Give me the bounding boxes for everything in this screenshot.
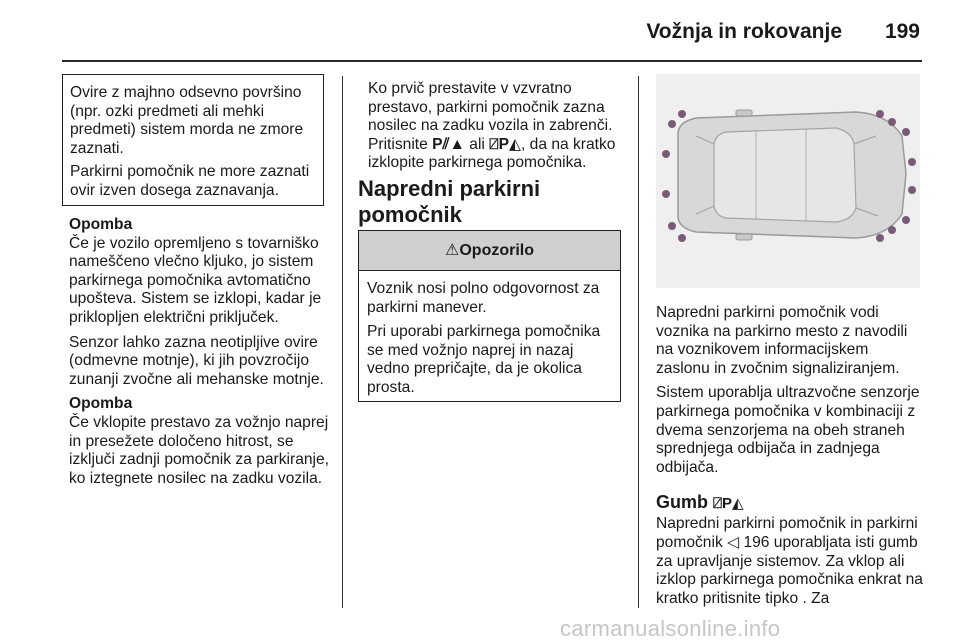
middle-column-intro xyxy=(368,80,626,177)
advanced-park-assist-button-icon: ⍁P◭ xyxy=(489,135,521,153)
car-sensor-illustration xyxy=(656,74,920,288)
note-text-1: Če je vozilo opremljeno s tovarniško nameščeno vlečno kljuko, jo sistem parkirnega pomočnika avtomatično upošteva. Sistem se izklopi, kadar je priklopljen električni priključek. xyxy=(69,234,322,326)
column-divider-left xyxy=(342,76,343,608)
note-title-1: Opomba xyxy=(69,216,133,233)
paragraph-echo: Senzor lahko zazna neotipljive ovire (odmevne motnje), ki jih povzročijo zunanji zvočne ali mehanske motnje. xyxy=(69,333,324,388)
left-column-text xyxy=(69,216,331,492)
warning-text-1: Voznik nosi polno odgovornost za parkirni manever. xyxy=(367,280,600,316)
page-header xyxy=(0,0,960,62)
sub-heading-text: Gumb xyxy=(656,492,708,513)
cross-reference-icon: ◁ xyxy=(727,533,740,551)
warning-text-2: Pri uporabi parkirnega pomočnika se med vožnjo naprej in nazaj vedno prepričajte, da je okolica prosta. xyxy=(367,323,601,396)
right-paragraph-3-text-2: 196 uporabljata isti gumb za upravljanje sistemov. Za vklop ali izklop parkirnega pomočnika enkrat na kratko pritisnite tipko . Za xyxy=(656,533,923,607)
intro-paragraph xyxy=(368,80,626,173)
park-button-icon: ⍁P◭ xyxy=(713,495,744,513)
warning-header xyxy=(359,231,620,271)
warning-body xyxy=(359,271,620,413)
warning-box xyxy=(358,230,621,402)
page-number: 199 xyxy=(884,20,920,43)
warning-triangle-icon: ⚠ xyxy=(445,242,460,259)
caution-box xyxy=(62,74,324,206)
sub-heading-button xyxy=(656,491,924,515)
section-heading xyxy=(358,176,540,228)
note-title-2: Opomba xyxy=(69,395,133,413)
chapter-title: Vožnja in rokovanje xyxy=(646,20,842,43)
park-assist-button-icon: P⫽▲ xyxy=(432,135,465,153)
intro-text-3: , da na kratko izklopite parkirnega pomočnika. xyxy=(368,135,616,172)
right-column-text xyxy=(656,304,924,612)
right-paragraph-1: Napredni parkirni pomočnik vodi voznika na parkirno mesto z navodili na voznikovem informacijskem zaslonu in zvočnim signaliziranjem. xyxy=(656,304,908,377)
intro-text-1: Ko prvič prestavite v vzvratno prestavo, parkirni pomočnik zazna nosilec na zadku vozila in zabrenči. Pritisnite xyxy=(368,80,613,153)
right-paragraph-3-text-1: Napredni parkirni pomočnik in parkirni pomočnik xyxy=(656,515,918,551)
right-paragraph-2: Sistem uporablja ultrazvočne senzorje parkirnega pomočnika v kombinaciji z dvema senzorjema na obeh straneh sprednjega odbijača in zadnjega odbijača. xyxy=(656,384,920,476)
column-divider-right xyxy=(638,76,639,608)
note-text-2: Če vklopite prestavo za vožnjo naprej in presežete določeno hitrost, se izključi zadnji pomočnik za parkiranje, ko iztegnete nosilec na zadku vozila. xyxy=(69,413,330,487)
right-paragraph-3 xyxy=(656,515,924,608)
section-heading-line-2: pomočnik xyxy=(358,202,462,227)
watermark: carmanualsonline.info xyxy=(560,616,781,641)
caution-text-1: Ovire z majhno odsevno površino (npr. ozki predmeti ali mehki predmeti) sistem morda ne zmore zaznati. xyxy=(70,84,304,157)
caution-text-2: Parkirni pomočnik ne more zaznati ovir izven dosega zaznavanja. xyxy=(70,163,310,199)
section-heading-line-1: Napredni parkirni xyxy=(358,176,541,201)
intro-text-2: ali xyxy=(469,135,485,153)
header-rule xyxy=(62,60,922,62)
car-top-view-icon xyxy=(656,74,920,288)
warning-title: Opozorilo xyxy=(459,242,534,259)
